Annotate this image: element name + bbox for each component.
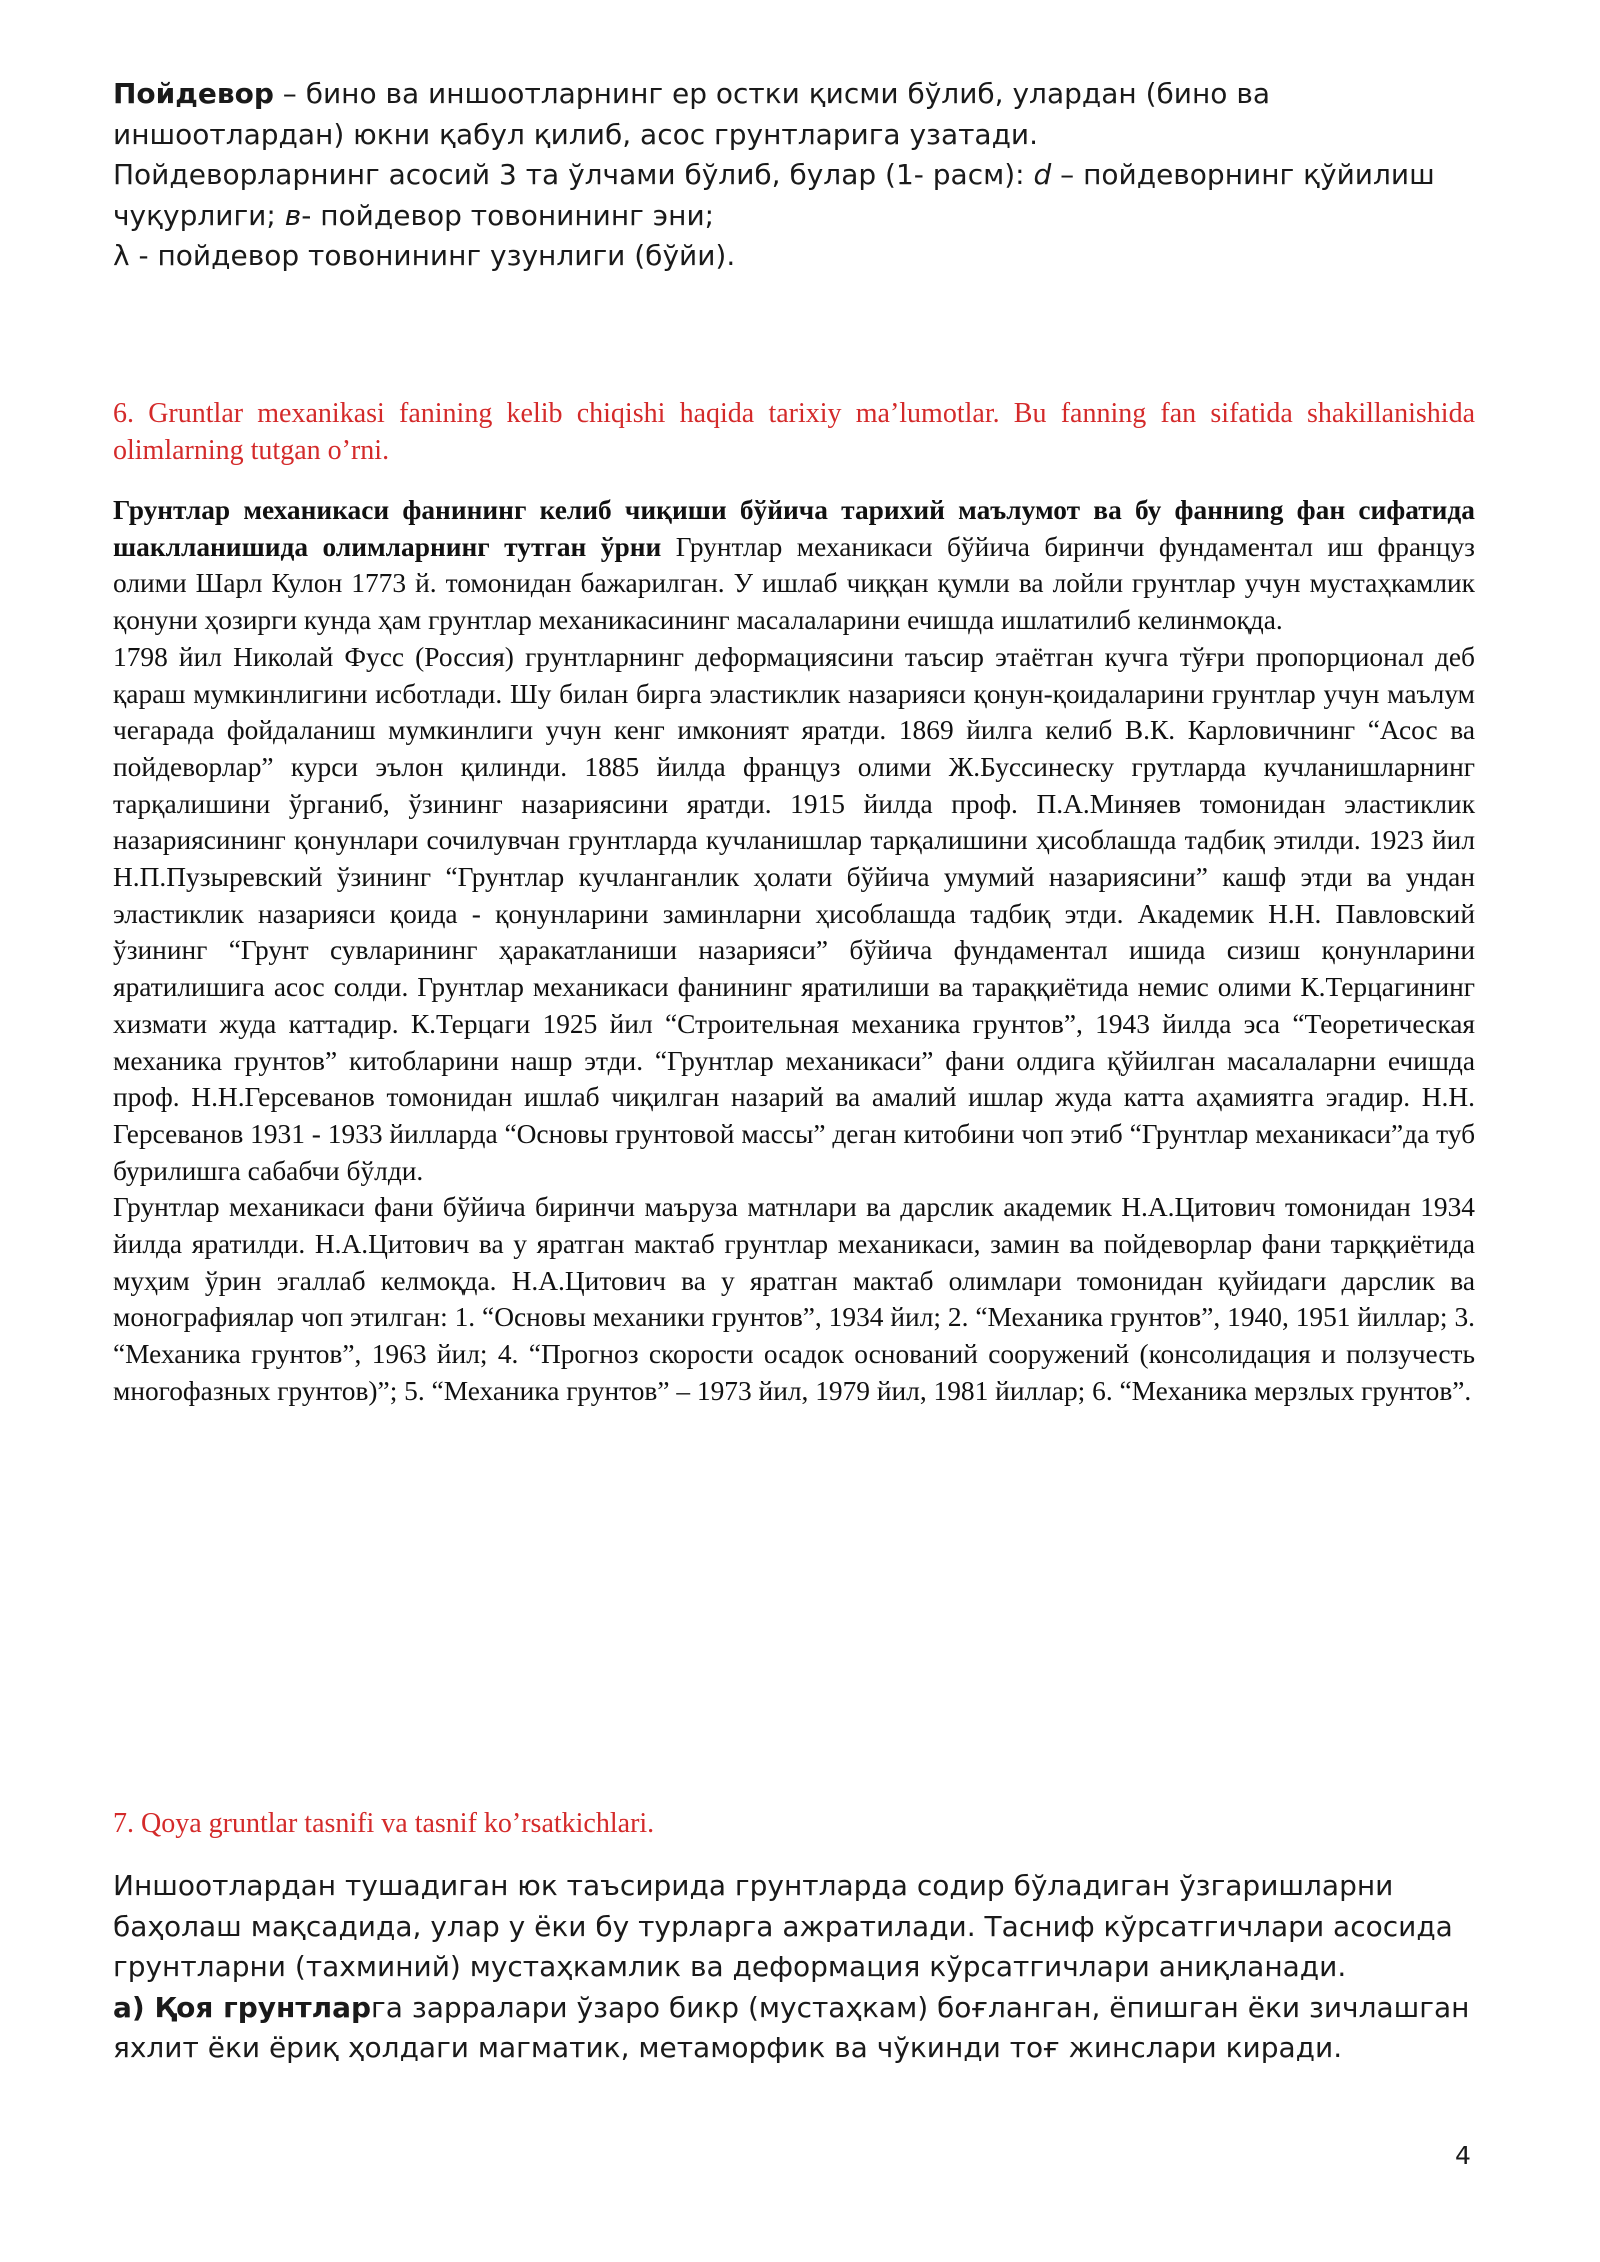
rock-soils-text: га зарралари ўзаро бикр (мустаҳкам) боғланган, ёпишган ёки зичлашган яхлит ёки ёриқ ҳолдаги магматик, метаморфик ва чўкинди тоғ жинслари киради. bbox=[113, 1990, 1470, 2064]
foundation-definition-text: – бино ва иншоотларнинг ер остки қисми бўлиб, улардан (бино ва иншоотлардан) юкни қабул қилиб, асос грунтларига узатади. bbox=[113, 77, 1270, 151]
foundation-paragraph bbox=[113, 74, 1475, 155]
rock-soils-section bbox=[113, 1866, 1475, 2069]
history-paragraph-1 bbox=[113, 492, 1475, 639]
dimensions-paragraph bbox=[113, 155, 1475, 236]
section-6-heading: 6. Gruntlar mexanikasi fanining kelib chiqishi haqida tarixiy ma’lumotlar. Bu fanning fan sifatida shakillanishida olimlarning tutgan o’rni. bbox=[113, 398, 1475, 466]
history-section bbox=[113, 492, 1475, 1410]
rock-soils-paragraph bbox=[113, 1988, 1475, 2069]
classification-paragraph: Иншоотлардан тушадиган юк таъсирида грунтларда содир бўладиган ўзгаришларни баҳолаш мақсадида, улар у ёки бу турларга ажратилади. Тасниф кўрсатгичлари асосида грунтларни (тахминий) мустаҳкамлик ва деформация кўрсатгичлари аниқланади. bbox=[113, 1869, 1453, 1983]
symbol-lambda: λ bbox=[113, 239, 130, 272]
length-text: - пойдевор товонининг узунлиги (бўйи). bbox=[129, 239, 736, 272]
symbol-d: d bbox=[1033, 158, 1052, 191]
section-7-heading: 7. Qoya gruntlar tasnifi va tasnif ko’rsatkichlari. bbox=[113, 1808, 655, 1839]
depth-text: – пойдеворнинг қўйилиш чуқурлиги; bbox=[113, 158, 1435, 232]
foundation-term: Пойдевор bbox=[113, 77, 274, 110]
history-p1-text: Грунтлар механикаси бўйича биринчи фундаментал иш француз олими Шарл Кулон 1773 й. томонидан бажарилган. У ишлаб чиққан қумли ва лойли грунтлар учун мустаҳкамлик қонуни ҳозирги кунда ҳам грунтлар механикасининг масалаларини ечишда ишлатилиб келинмоқда. bbox=[113, 531, 1475, 636]
dimensions-intro: Пойдеворларнинг асосий 3 та ўлчами бўлиб, булар (1- расм): bbox=[113, 158, 1034, 191]
history-paragraph-3: Грунтлар механикаси фани бўйича биринчи маъруза матнлари ва дарслик академик Н.А.Цитович томонидан 1934 йилда яратилди. Н.А.Цитович ва у яратган мактаб грунтлар механикаси, замин ва пойдеворлар фани тарққиётида муҳим ўрин эгаллаб келмоқда. Н.А.Цитович ва у яратган мактаб олимлари томонидан қуйидаги дарслик ва монографиялар чоп этилган: 1. “Основы механики грунтов”, 1934 йил; 2. “Механика грунтов”, 1940, 1951 йиллар; 3. “Механика грунтов”, 1963 йил; 4. “Прогноз скорости осадок оснований сооружений (консолидация и ползучесть многофазных грунтов)”; 5. “Механика грунтов” – 1973 йил, 1979 йил, 1981 йиллар; 6. “Механика мерзлых грунтов”. bbox=[113, 1192, 1475, 1406]
foundation-definition bbox=[113, 74, 1475, 277]
symbol-v: в bbox=[284, 198, 302, 232]
length-paragraph bbox=[113, 236, 1475, 277]
history-paragraph-2: 1798 йил Николай Фусс (Россия) грунтларнинг деформациясини таъсир этаётган кучга тўғри пропорционал деб қараш мумкинлигини исботлади. Шу билан бирга эластиклик назарияси қонун-қоидаларини грунтлар учун маълум чегарада фойдаланиш мумкинлиги учун кенг имконият яратди. 1869 йилга келиб В.К. Карловичнинг “Асос ва пойдеворлар” курси эълон қилинди. 1885 йилда француз олими Ж.Буссинеску грутларда кучланишларнинг тарқалишини ўрганиб, ўзининг назариясини яратди. 1915 йилда проф. П.А.Миняев томонидан эластиклик назариясининг қонунлари сочилувчан грунтларда кучланишлар тарқалишини ҳисоблашда тадбиқ этилди. 1923 йил Н.П.Пузыревский ўзининг “Грунтлар кучланганлик ҳолати бўйича умумий назариясини” кашф этди ва ундан эластиклик назарияси қоида - қонунларини заминларни ҳисоблашда тадбиқ этди. Академик Н.Н. Павловский ўзининг “Грунт сувларининг ҳаракатланиши назарияси” бўйича фундаментал ишида сизиш қонунларини яратилишига асос солди. Грунтлар механикаси фанининг яратилиши ва тараққиётида немис олими К.Терцагининг хизмати жуда каттадир. К.Терцаги 1925 йил “Строительная механика грунтов”, 1943 йилда эса “Теоретическая механика грунтов” китобларини нашр этди. “Грунтлар механикаси” фани олдига қўйилган масалаларни ечишда проф. Н.Н.Герсеванов томонидан ишлаб чиқилган назарий ва амалий ишлар жуда катта аҳамиятга эгадир. Н.Н. Герсеванов 1931 - 1933 йилларда “Основы грунтовой массы” деган китобини чоп этиб “Грунтлар механикаси”да туб бурилишга сабабчи бўлди. bbox=[113, 641, 1475, 1186]
width-text: - пойдевор товонининг эни; bbox=[301, 198, 715, 232]
page-number: 4 bbox=[1455, 2141, 1471, 2170]
rock-soils-term: а) Қоя грунтлар bbox=[113, 1990, 372, 2024]
history-bold-lead: Грунтлар механикаси фанининг келиб чиқиши бўйича тарихий маълумот ва бу фанниng фан сифатида шаклланишида олимларнинг тутган ўрни bbox=[113, 495, 1475, 562]
